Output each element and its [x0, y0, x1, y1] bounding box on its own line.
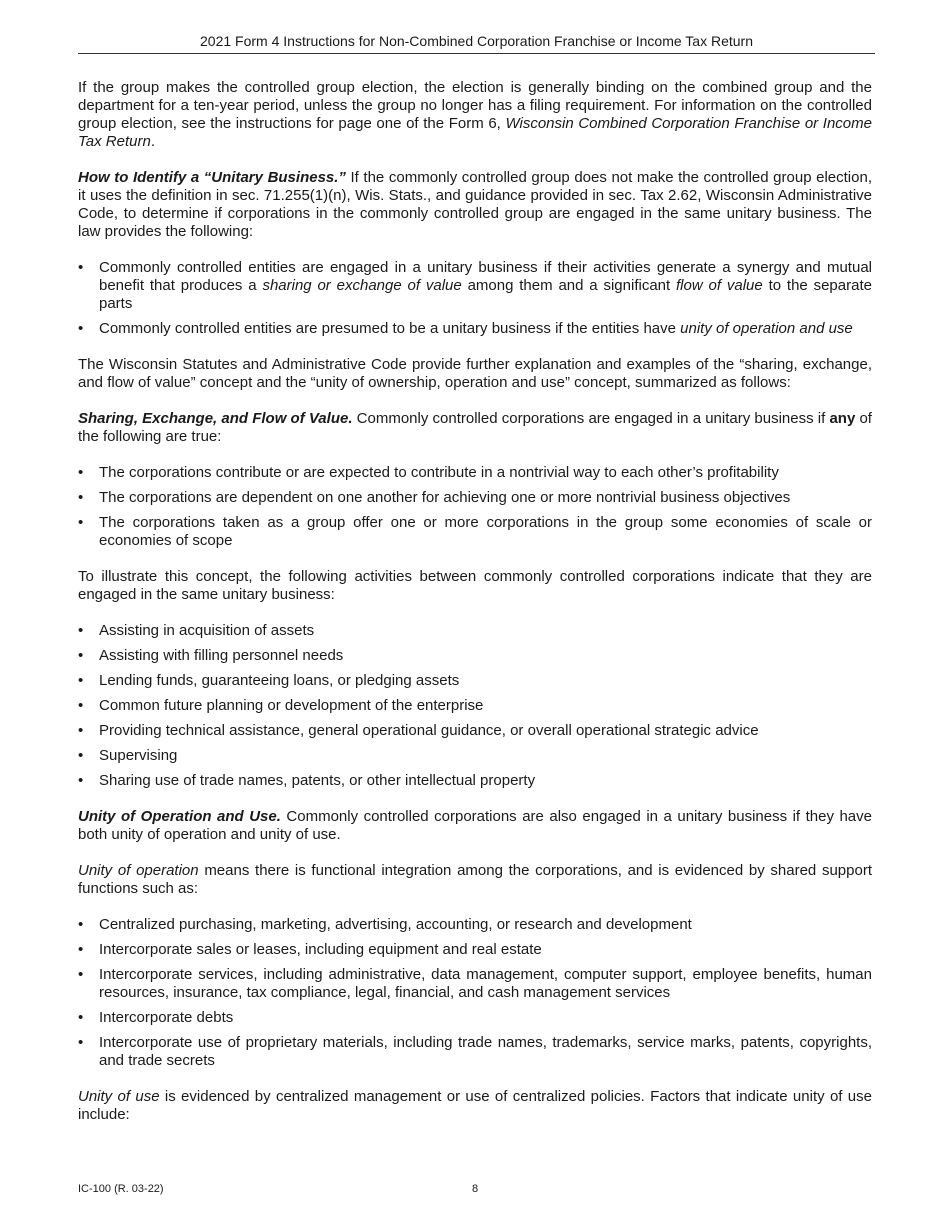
heading-sharing-exchange: Sharing, Exchange, and Flow of Value. [78, 410, 353, 427]
footer-form-number: IC-100 (R. 03-22) [78, 1183, 164, 1195]
paragraph-statutes-explanation: The Wisconsin Statutes and Administrative Code provide further explanation and examples of the “sharing, exchange, and flow of value” concept and the “unity of ownership, operation and use” concept, summarized as follows: [78, 356, 872, 391]
list-item: • Intercorporate debts [78, 1009, 234, 1026]
list-item: • Assisting with filling personnel needs [78, 647, 344, 664]
bullet-icon: • [78, 1034, 84, 1051]
heading-unity-operation-use: Unity of Operation and Use. [78, 808, 281, 825]
list-item: • The corporations contribute or are expected to contribute in a nontrivial way to each other’s profitability [78, 464, 779, 481]
list-item: • Intercorporate sales or leases, including equipment and real estate [78, 941, 542, 958]
list-item: • Assisting in acquisition of assets [78, 622, 315, 639]
header-title: 2021 Form 4 Instructions for Non-Combined Corporation Franchise or Income Tax Return [200, 33, 753, 49]
bullet-icon: • [78, 514, 84, 531]
paragraph-unitary-business: How to Identify a “Unitary Business.” If the commonly controlled group does not make the controlled group election, it uses the definition in sec. 71.255(1)(n), Wis. Stats., and guidance provided in sec. Tax 2.62, Wisconsin Administrative Code, to determine if corporations in the commonly controlled group are engaged in the same unitary business. The law provides the following: [78, 169, 872, 240]
bullet-icon: • [78, 320, 84, 337]
page-content [78, 79, 872, 1142]
bullet-icon: • [78, 1009, 84, 1026]
bullet-icon: • [78, 941, 84, 958]
paragraph-sharing-exchange: Sharing, Exchange, and Flow of Value. Commonly controlled corporations are engaged in a unitary business if any of the following are true: [78, 410, 872, 445]
bullet-icon: • [78, 672, 84, 689]
list-activities [78, 622, 872, 790]
list-item: • The corporations are dependent on one another for achieving one or more nontrivial business objectives [78, 489, 791, 506]
bullet-icon: • [78, 259, 84, 276]
paragraph-unity-operation-use: Unity of Operation and Use. Commonly controlled corporations are also engaged in a unitary business if they have both unity of operation and unity of use. [78, 808, 872, 843]
list-item: • Common future planning or development of the enterprise [78, 697, 484, 714]
bullet-icon: • [78, 747, 84, 764]
heading-unitary-business: How to Identify a “Unitary Business.” [78, 169, 346, 186]
list-shared-functions [78, 916, 872, 1070]
list-item: • Intercorporate use of proprietary materials, including trade names, trademarks, service marks, patents, copyrights, and trade secrets [78, 1034, 872, 1069]
list-item: • Sharing use of trade names, patents, or other intellectual property [78, 772, 536, 789]
bullet-icon: • [78, 697, 84, 714]
paragraph-controlled-group-election: If the group makes the controlled group election, the election is generally binding on the combined group and the department for a ten-year period, unless the group no longer has a filing requirement. For information on the controlled group election, see the instructions for page one of the Form 6, Wisconsin Combined Corporation Franchise or Income Tax Return. [78, 79, 872, 150]
bullet-icon: • [78, 722, 84, 739]
paragraph-illustration: To illustrate this concept, the following activities between commonly controlled corporations indicate that they are engaged in the same unitary business: [78, 568, 872, 603]
bullet-icon: • [78, 464, 84, 481]
list-item: • Centralized purchasing, marketing, advertising, accounting, or research and development [78, 916, 692, 933]
list-item: • Intercorporate services, including administrative, data management, computer support, employee benefits, human resources, insurance, tax compliance, legal, financial, and cash management services [78, 966, 872, 1001]
list-item: • Supervising [78, 747, 178, 764]
bullet-icon: • [78, 647, 84, 664]
form6-title: Wisconsin Combined Corporation Franchise or Income Tax Return [78, 115, 872, 150]
paragraph-unity-of-operation: Unity of operation means there is functional integration among the corporations, and is evidenced by shared support functions such as: [78, 862, 872, 897]
list-item: • Providing technical assistance, general operational guidance, or overall operational strategic advice [78, 722, 759, 739]
bullet-icon: • [78, 966, 84, 983]
list-item: • Lending funds, guaranteeing loans, or pledging assets [78, 672, 460, 689]
bullet-icon: • [78, 772, 84, 789]
bullet-icon: • [78, 622, 84, 639]
list-item: • Commonly controlled entities are presumed to be a unitary business if the entities have unity of operation and use [78, 320, 853, 337]
page-header [78, 31, 875, 54]
footer-page-number: 8 [471, 1183, 479, 1195]
bullet-icon: • [78, 916, 84, 933]
bullet-icon: • [78, 489, 84, 506]
list-item: • The corporations taken as a group offer one or more corporations in the group some economies of scale or economies of scope [78, 514, 872, 549]
list-sharing-conditions [78, 464, 872, 550]
list-item: • Commonly controlled entities are engaged in a unitary business if their activities generate a synergy and mutual benefit that produces a sharing or exchange of value among them and a significant flow of value to the separate parts [78, 259, 872, 312]
list-unitary-definition [78, 259, 872, 338]
paragraph-unity-of-use: Unity of use is evidenced by centralized management or use of centralized policies. Factors that indicate unity of use include: [78, 1088, 872, 1123]
